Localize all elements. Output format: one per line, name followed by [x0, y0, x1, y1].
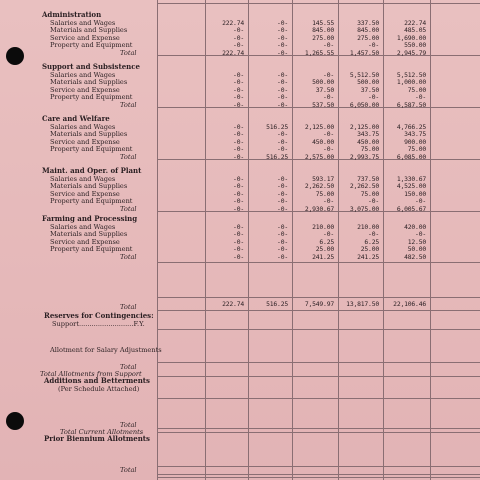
amount-cell: -0-: [277, 93, 288, 102]
binder-hole: [6, 412, 24, 430]
amount-cell: 6.25: [364, 237, 379, 246]
column-rule: [430, 0, 431, 480]
amount-cell: -0-: [277, 230, 288, 239]
line-item-label: Service and Expense: [50, 237, 120, 246]
amount-cell: 210.00: [312, 222, 334, 231]
amount-cell: -0-: [233, 174, 244, 183]
line-item-label: Salaries and Wages: [50, 18, 116, 27]
amount-cell: -0-: [368, 197, 379, 206]
section-total-amount: -0-: [277, 253, 288, 261]
amount-cell: 450.00: [357, 137, 379, 146]
row-rule: [157, 398, 480, 399]
amount-cell: 5,512.50: [396, 70, 426, 79]
amount-cell: 4,525.00: [396, 182, 426, 191]
amount-cell: -0-: [233, 197, 244, 206]
amount-cell: 1,000.00: [396, 78, 426, 87]
section-total-amount: 1,265.55: [304, 49, 334, 57]
row-rule: [157, 466, 480, 467]
section-heading: Support and Subsistence: [42, 62, 140, 71]
amount-cell: -0-: [277, 222, 288, 231]
section-total-amount: -0-: [233, 101, 244, 109]
section-total-amount: -0-: [233, 253, 244, 261]
amount-cell: 37.50: [315, 85, 334, 94]
amount-cell: -0-: [233, 189, 244, 198]
row-rule: [157, 3, 480, 4]
amount-cell: 550.00: [404, 41, 426, 50]
prior-biennium-heading: Prior Biennium Allotments: [44, 434, 150, 443]
section-total-amount: -0-: [277, 205, 288, 213]
amount-cell: -0-: [277, 26, 288, 35]
grand-total-amount: 222.74: [222, 300, 244, 308]
line-item-label: Salaries and Wages: [50, 174, 116, 183]
amount-cell: 500.00: [312, 78, 334, 87]
amount-cell: 593.17: [312, 174, 334, 183]
additions-heading: Additions and Betterments: [44, 376, 150, 385]
amount-cell: 845.00: [312, 26, 334, 35]
amount-cell: 2,262.50: [304, 182, 334, 191]
amount-cell: -0-: [233, 130, 244, 139]
amount-cell: -0-: [323, 197, 334, 206]
amount-cell: -0-: [323, 130, 334, 139]
amount-cell: 1,690.00: [396, 33, 426, 42]
grand-total-amount: 7,549.97: [304, 300, 334, 308]
amount-cell: -0-: [233, 245, 244, 254]
amount-cell: -0-: [323, 93, 334, 102]
binder-hole: [6, 47, 24, 65]
section-total-amount: 6,005.67: [396, 205, 426, 213]
amount-cell: 25.00: [360, 245, 379, 254]
grand-total-amount: 13,817.50: [346, 300, 379, 308]
amount-cell: 2,262.50: [349, 182, 379, 191]
amount-cell: -0-: [277, 197, 288, 206]
total-label: Total: [120, 421, 137, 429]
line-item-label: Materials and Supplies: [50, 182, 128, 191]
amount-cell: 845.00: [357, 26, 379, 35]
amount-cell: -0-: [233, 26, 244, 35]
row-rule: [157, 362, 480, 363]
line-item-label: Materials and Supplies: [50, 26, 128, 35]
amount-cell: -0-: [368, 230, 379, 239]
amount-cell: -0-: [277, 33, 288, 42]
line-item-label: Service and Expense: [50, 137, 120, 146]
line-item-label: Property and Equipment: [50, 93, 133, 102]
amount-cell: 737.50: [357, 174, 379, 183]
amount-cell: -0-: [233, 70, 244, 79]
amount-cell: 2,125.00: [349, 122, 379, 131]
amount-cell: -0-: [277, 70, 288, 79]
section-total-label: Total: [120, 205, 137, 213]
amount-cell: 450.00: [312, 137, 334, 146]
line-item-label: Property and Equipment: [50, 41, 133, 50]
row-rule: [157, 432, 480, 433]
amount-cell: 210.00: [357, 222, 379, 231]
amount-cell: -0-: [368, 93, 379, 102]
amount-cell: 75.00: [360, 145, 379, 154]
amount-cell: 75.00: [360, 189, 379, 198]
amount-cell: -0-: [233, 230, 244, 239]
amount-cell: -0-: [277, 85, 288, 94]
amount-cell: -0-: [233, 237, 244, 246]
amount-cell: -0-: [233, 93, 244, 102]
amount-cell: -0-: [233, 33, 244, 42]
total-allotments-support-label: Total Allotments from Support: [40, 370, 142, 378]
section-total-amount: -0-: [233, 205, 244, 213]
section-total-amount: 516.25: [266, 153, 288, 161]
amount-cell: -0-: [368, 41, 379, 50]
section-total-amount: 6,050.00: [349, 101, 379, 109]
amount-cell: 50.00: [407, 245, 426, 254]
amount-cell: -0-: [277, 182, 288, 191]
row-rule: [157, 428, 480, 429]
section-total-amount: 537.50: [312, 101, 334, 109]
amount-cell: -0-: [277, 237, 288, 246]
section-total-amount: 3,075.00: [349, 205, 379, 213]
amount-cell: 222.74: [222, 18, 244, 27]
section-heading: Administration: [42, 10, 102, 19]
amount-cell: 5,512.50: [349, 70, 379, 79]
amount-cell: -0-: [233, 182, 244, 191]
amount-cell: -0-: [233, 85, 244, 94]
section-total-amount: -0-: [277, 101, 288, 109]
section-total-label: Total: [120, 49, 137, 57]
amount-cell: -0-: [277, 137, 288, 146]
amount-cell: 25.00: [315, 245, 334, 254]
reserves-support-line: Support..........................F.Y.: [52, 320, 145, 328]
amount-cell: 145.55: [312, 18, 334, 27]
section-total-label: Total: [120, 153, 137, 161]
section-heading: Farming and Processing: [42, 214, 138, 223]
amount-cell: -0-: [277, 189, 288, 198]
row-rule: [157, 477, 480, 478]
amount-cell: -0-: [277, 130, 288, 139]
section-total-amount: 2,993.75: [349, 153, 379, 161]
row-rule: [157, 474, 480, 475]
amount-cell: 2,125.00: [304, 122, 334, 131]
amount-cell: 75.00: [407, 85, 426, 94]
amount-cell: -0-: [233, 78, 244, 87]
amount-cell: 4,766.25: [396, 122, 426, 131]
amount-cell: 420.00: [404, 222, 426, 231]
amount-cell: -0-: [233, 122, 244, 131]
amount-cell: -0-: [233, 222, 244, 231]
amount-cell: 1,330.67: [396, 174, 426, 183]
line-item-label: Salaries and Wages: [50, 70, 116, 79]
amount-cell: -0-: [277, 245, 288, 254]
amount-cell: -0-: [277, 78, 288, 87]
section-total-amount: 6,587.50: [396, 101, 426, 109]
line-item-label: Service and Expense: [50, 33, 120, 42]
amount-cell: -0-: [277, 174, 288, 183]
amount-cell: -0-: [415, 230, 426, 239]
line-item-label: Service and Expense: [50, 189, 120, 198]
section-total-amount: 222.74: [222, 49, 244, 57]
amount-cell: 343.75: [357, 130, 379, 139]
per-schedule-note: (Per Schedule Attached): [58, 385, 140, 393]
line-item-label: Materials and Supplies: [50, 130, 128, 139]
amount-cell: -0-: [323, 41, 334, 50]
amount-cell: -0-: [415, 93, 426, 102]
line-item-label: Property and Equipment: [50, 197, 133, 206]
line-item-label: Property and Equipment: [50, 145, 133, 154]
amount-cell: -0-: [323, 70, 334, 79]
amount-cell: -0-: [233, 41, 244, 50]
line-item-label: Property and Equipment: [50, 245, 133, 254]
amount-cell: 516.25: [266, 122, 288, 131]
row-rule: [157, 297, 480, 298]
total-label: Total: [120, 466, 137, 474]
line-item-label: Salaries and Wages: [50, 222, 116, 231]
line-item-label: Service and Expense: [50, 85, 120, 94]
amount-cell: 337.50: [357, 18, 379, 27]
section-heading: Maint. and Oper. of Plant: [42, 166, 142, 175]
amount-cell: 275.00: [357, 33, 379, 42]
section-total-amount: 6,085.00: [396, 153, 426, 161]
row-rule: [157, 262, 480, 263]
line-item-label: Materials and Supplies: [50, 230, 128, 239]
section-total-amount: 241.25: [312, 253, 334, 261]
amount-cell: 37.50: [360, 85, 379, 94]
section-total-amount: 1,457.50: [349, 49, 379, 57]
total-current-allotments-label: Total Current Allotments: [60, 428, 144, 436]
section-total-amount: 482.50: [404, 253, 426, 261]
column-rule: [157, 0, 158, 480]
section-heading: Care and Welfare: [42, 114, 110, 123]
amount-cell: 275.00: [312, 33, 334, 42]
grand-total-amount: 516.25: [266, 300, 288, 308]
total-label: Total: [120, 363, 137, 371]
amount-cell: 500.00: [357, 78, 379, 87]
amount-cell: 900.00: [404, 137, 426, 146]
line-item-label: Salaries and Wages: [50, 122, 116, 131]
grand-total-label: Total: [120, 303, 137, 311]
row-rule: [157, 329, 480, 330]
allotment-salary-label: Allotment for Salary Adjustments: [50, 346, 162, 354]
section-total-label: Total: [120, 101, 137, 109]
reserves-heading: Reserves for Contingencies:: [44, 311, 154, 320]
amount-cell: -0-: [323, 145, 334, 154]
amount-cell: 222.74: [404, 18, 426, 27]
section-total-amount: 2,945.79: [396, 49, 426, 57]
amount-cell: 150.00: [404, 189, 426, 198]
section-total-amount: -0-: [277, 49, 288, 57]
amount-cell: 485.05: [404, 26, 426, 35]
amount-cell: 75.00: [315, 189, 334, 198]
line-item-label: Materials and Supplies: [50, 78, 128, 87]
amount-cell: -0-: [277, 145, 288, 154]
amount-cell: 12.50: [407, 237, 426, 246]
amount-cell: -0-: [415, 197, 426, 206]
amount-cell: -0-: [277, 18, 288, 27]
amount-cell: 75.00: [407, 145, 426, 154]
amount-cell: 6.25: [319, 237, 334, 246]
amount-cell: 343.75: [404, 130, 426, 139]
section-total-amount: 2,575.00: [304, 153, 334, 161]
section-total-label: Total: [120, 253, 137, 261]
row-rule: [157, 310, 480, 311]
amount-cell: -0-: [323, 230, 334, 239]
row-rule: [157, 376, 480, 377]
amount-cell: -0-: [233, 137, 244, 146]
section-total-amount: 241.25: [357, 253, 379, 261]
amount-cell: -0-: [277, 41, 288, 50]
section-total-amount: 2,930.67: [304, 205, 334, 213]
grand-total-amount: 22,106.46: [393, 300, 426, 308]
section-total-amount: -0-: [233, 153, 244, 161]
amount-cell: -0-: [233, 145, 244, 154]
